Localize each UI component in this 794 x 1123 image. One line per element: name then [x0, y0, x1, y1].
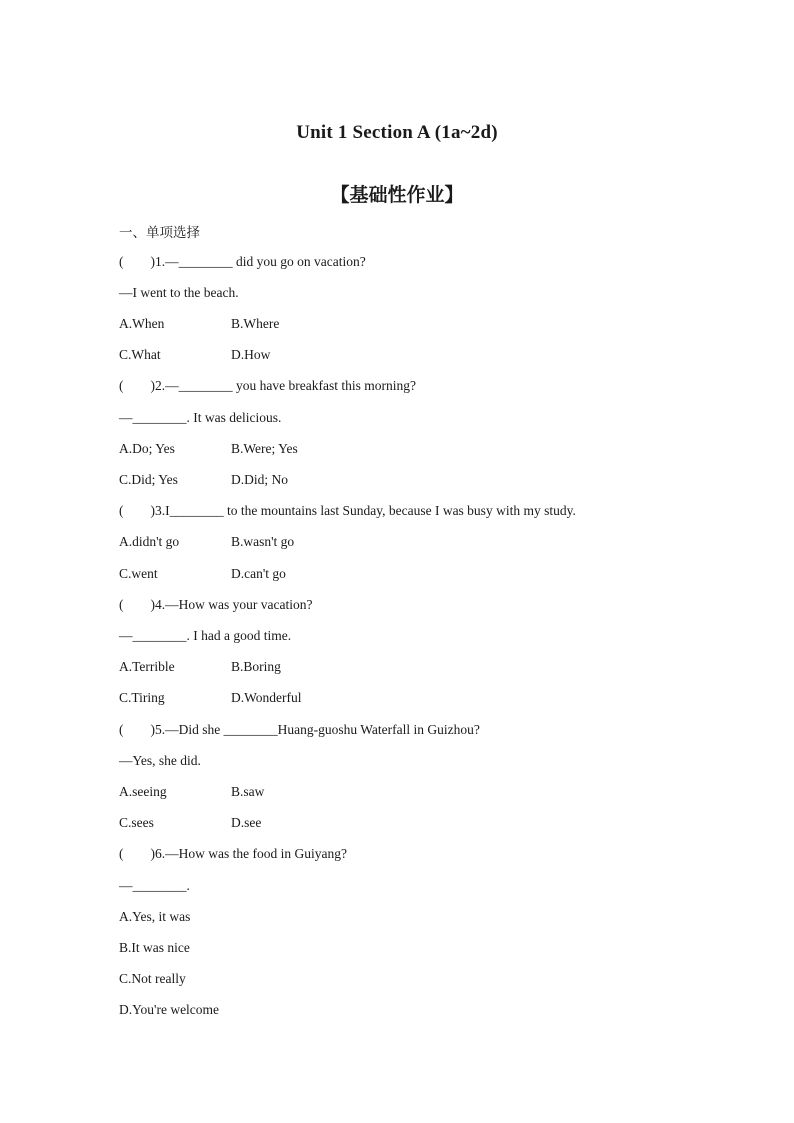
question-5-reply: —Yes, she did. [119, 753, 201, 768]
question-6-stem: ( )6.—How was the food in Guiyang? [119, 846, 347, 861]
question-6-option-b: B.It was nice [119, 940, 190, 955]
question-2-reply: —________. It was delicious. [119, 410, 282, 425]
page-subtitle: 【基础性作业】 [330, 184, 464, 206]
question-1-option-d: D.How [231, 347, 271, 362]
section-heading: 一、单项选择 [119, 225, 200, 241]
question-5-option-b: B.saw [231, 784, 265, 799]
question-6-reply: —________. [119, 878, 190, 893]
question-2-option-d: D.Did; No [231, 472, 288, 487]
question-1-option-a: A.When [119, 316, 165, 331]
question-3-stem: ( )3.I________ to the mountains last Sunday, because I was busy with my study. [119, 503, 576, 518]
question-6-option-d: D.You're welcome [119, 1002, 220, 1017]
question-2-option-c: C.Did; Yes [119, 472, 178, 487]
question-1-stem: ( )1.—________ did you go on vacation? [119, 254, 366, 269]
question-6-option-a: A.Yes, it was [119, 909, 191, 924]
question-5-option-c: C.sees [119, 815, 154, 830]
question-5-stem: ( )5.—Did she ________Huang-guoshu Waterfall in Guizhou? [119, 722, 480, 737]
question-4-option-d: D.Wonderful [231, 690, 302, 705]
question-5-option-d: D.see [231, 815, 262, 830]
question-4-option-a: A.Terrible [119, 659, 175, 674]
question-3-option-d: D.can't go [231, 566, 286, 581]
question-3-option-a: A.didn't go [119, 534, 180, 549]
question-4-stem: ( )4.—How was your vacation? [119, 597, 313, 612]
question-3-option-c: C.went [119, 566, 158, 581]
page-title: Unit 1 Section A (1a~2d) [296, 122, 498, 143]
question-5-option-a: A.seeing [119, 784, 167, 799]
question-2-option-b: B.Were; Yes [231, 441, 298, 456]
question-1-reply: —I went to the beach. [119, 285, 239, 300]
question-4-reply: —________. I had a good time. [119, 628, 292, 643]
question-1-option-b: B.Where [231, 316, 280, 331]
question-2-option-a: A.Do; Yes [119, 441, 175, 456]
question-4-option-c: C.Tiring [119, 690, 165, 705]
question-6-option-c: C.Not really [119, 971, 186, 986]
question-2-stem: ( )2.—________ you have breakfast this morning? [119, 378, 416, 393]
question-4-option-b: B.Boring [231, 659, 281, 674]
question-1-option-c: C.What [119, 347, 161, 362]
question-3-option-b: B.wasn't go [231, 534, 295, 549]
